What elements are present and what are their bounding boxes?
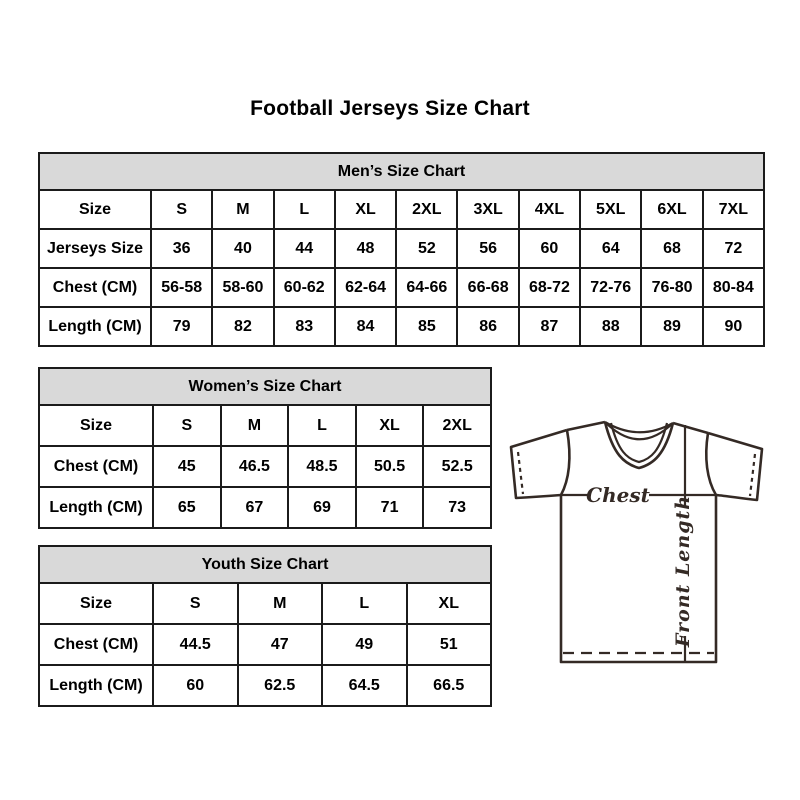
- front-length-label: Front Length: [672, 494, 694, 648]
- table-row: [39, 487, 491, 528]
- value-cell: 36: [151, 229, 212, 268]
- value-cell: M: [212, 190, 273, 229]
- value-cell: 88: [580, 307, 641, 346]
- womens-table: [38, 404, 492, 529]
- value-cell: 46.5: [221, 446, 289, 487]
- value-cell: 56: [457, 229, 518, 268]
- value-cell: 6XL: [641, 190, 702, 229]
- value-cell: 60: [153, 665, 238, 706]
- value-cell: 44.5: [153, 624, 238, 665]
- value-cell: L: [322, 583, 407, 624]
- youth-size-chart: [38, 545, 492, 707]
- row-label-cell: Size: [39, 405, 153, 446]
- right-armhole-seam: [706, 433, 716, 495]
- value-cell: XL: [407, 583, 492, 624]
- left-armhole-seam: [561, 430, 569, 495]
- value-cell: 3XL: [457, 190, 518, 229]
- value-cell: 67: [221, 487, 289, 528]
- value-cell: 68-72: [519, 268, 580, 307]
- value-cell: 65: [153, 487, 221, 528]
- value-cell: 44: [274, 229, 335, 268]
- value-cell: M: [221, 405, 289, 446]
- mens-size-chart: [38, 152, 765, 347]
- page-title: Football Jerseys Size Chart: [250, 97, 530, 120]
- value-cell: 47: [238, 624, 323, 665]
- value-cell: 51: [407, 624, 492, 665]
- value-cell: 2XL: [423, 405, 491, 446]
- row-label-cell: Length (CM): [39, 487, 153, 528]
- row-label-cell: Chest (CM): [39, 446, 153, 487]
- value-cell: 5XL: [580, 190, 641, 229]
- value-cell: 50.5: [356, 446, 424, 487]
- row-label-cell: Length (CM): [39, 665, 153, 706]
- youth-chart-title: Youth Size Chart: [38, 545, 492, 584]
- value-cell: 52.5: [423, 446, 491, 487]
- left-shoulder-seam: [567, 422, 605, 430]
- value-cell: 40: [212, 229, 273, 268]
- value-cell: 90: [703, 307, 764, 346]
- value-cell: M: [238, 583, 323, 624]
- right-cuff-dashed-line: [750, 454, 755, 496]
- value-cell: 85: [396, 307, 457, 346]
- left-cuff-dashed-line: [518, 452, 523, 494]
- value-cell: 79: [151, 307, 212, 346]
- value-cell: 89: [641, 307, 702, 346]
- value-cell: 71: [356, 487, 424, 528]
- value-cell: 2XL: [396, 190, 457, 229]
- value-cell: 72-76: [580, 268, 641, 307]
- value-cell: 82: [212, 307, 273, 346]
- value-cell: 48.5: [288, 446, 356, 487]
- value-cell: 83: [274, 307, 335, 346]
- table-row: [39, 268, 764, 307]
- value-cell: 84: [335, 307, 396, 346]
- chest-label: Chest: [586, 483, 650, 507]
- table-row: [39, 446, 491, 487]
- row-label-cell: Size: [39, 583, 153, 624]
- value-cell: 49: [322, 624, 407, 665]
- value-cell: 66.5: [407, 665, 492, 706]
- value-cell: 7XL: [703, 190, 764, 229]
- row-label-cell: Size: [39, 190, 151, 229]
- value-cell: 80-84: [703, 268, 764, 307]
- table-row: [39, 307, 764, 346]
- value-cell: 62.5: [238, 665, 323, 706]
- value-cell: 62-64: [335, 268, 396, 307]
- value-cell: L: [274, 190, 335, 229]
- value-cell: 48: [335, 229, 396, 268]
- value-cell: 45: [153, 446, 221, 487]
- value-cell: S: [153, 405, 221, 446]
- value-cell: 76-80: [641, 268, 702, 307]
- right-sleeve-outline: [708, 433, 762, 500]
- value-cell: 87: [519, 307, 580, 346]
- value-cell: XL: [335, 190, 396, 229]
- table-row: [39, 665, 491, 706]
- value-cell: 73: [423, 487, 491, 528]
- table-row: [39, 624, 491, 665]
- row-label-cell: Chest (CM): [39, 268, 151, 307]
- value-cell: 64.5: [322, 665, 407, 706]
- value-cell: S: [151, 190, 212, 229]
- womens-chart-title: Women’s Size Chart: [38, 367, 492, 406]
- value-cell: 52: [396, 229, 457, 268]
- table-row: [39, 405, 491, 446]
- value-cell: 66-68: [457, 268, 518, 307]
- right-shoulder-seam: [673, 423, 708, 433]
- value-cell: 60-62: [274, 268, 335, 307]
- youth-table: [38, 582, 492, 707]
- value-cell: 64-66: [396, 268, 457, 307]
- value-cell: L: [288, 405, 356, 446]
- value-cell: 64: [580, 229, 641, 268]
- row-label-cell: Jerseys Size: [39, 229, 151, 268]
- table-row: [39, 583, 491, 624]
- value-cell: 58-60: [212, 268, 273, 307]
- value-cell: 68: [641, 229, 702, 268]
- table-row: [39, 229, 764, 268]
- left-sleeve-outline: [511, 430, 567, 498]
- value-cell: 86: [457, 307, 518, 346]
- value-cell: S: [153, 583, 238, 624]
- value-cell: 60: [519, 229, 580, 268]
- value-cell: 4XL: [519, 190, 580, 229]
- value-cell: 72: [703, 229, 764, 268]
- row-label-cell: Length (CM): [39, 307, 151, 346]
- table-row: [39, 190, 764, 229]
- mens-chart-title: Men’s Size Chart: [38, 152, 765, 191]
- value-cell: XL: [356, 405, 424, 446]
- row-label-cell: Chest (CM): [39, 624, 153, 665]
- jersey-measurement-diagram: [500, 410, 766, 666]
- womens-size-chart: [38, 367, 492, 529]
- mens-table: [38, 189, 765, 347]
- value-cell: 56-58: [151, 268, 212, 307]
- value-cell: 69: [288, 487, 356, 528]
